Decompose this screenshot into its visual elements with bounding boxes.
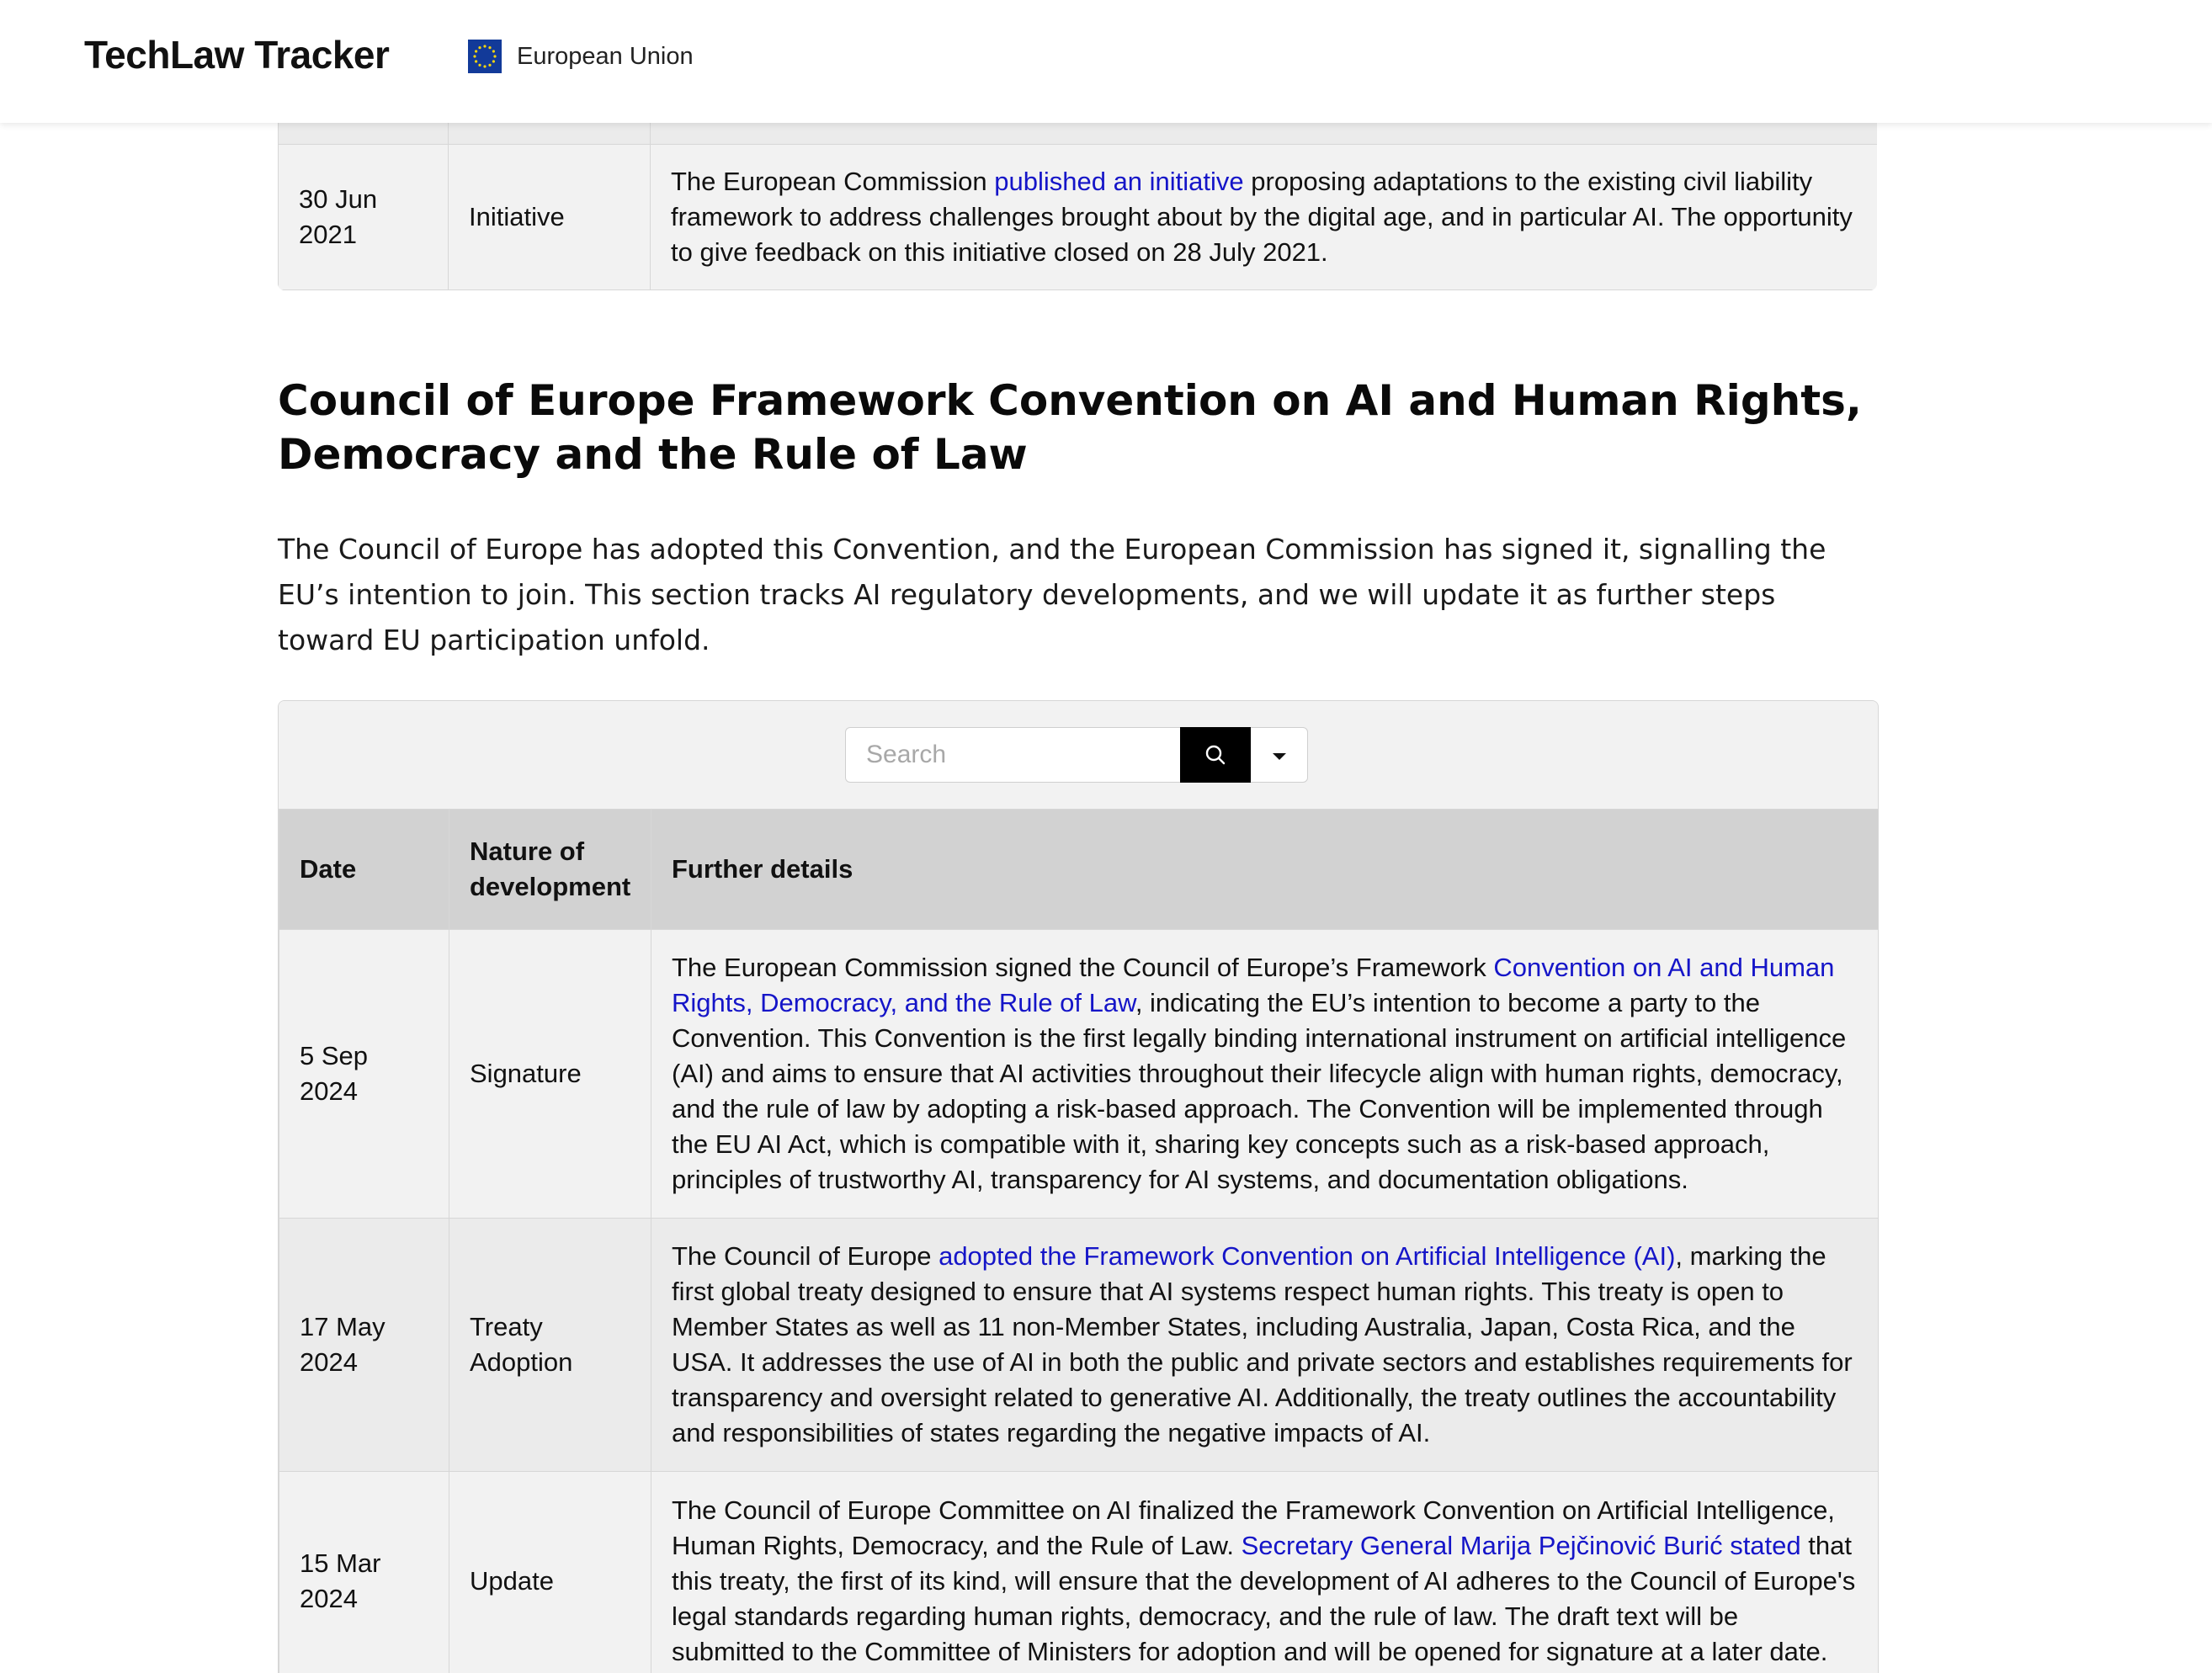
row-date: 15 Mar 2024 xyxy=(279,1472,449,1673)
header-nature[interactable]: Nature of development xyxy=(449,810,651,930)
row-details: The European Commission signed the Council of Europe’s Framework Convention on AI and Human Rights, Democracy, and the Rule of Law, indicating the EU’s intention to become a party to the Convention. This Convention is the first legally binding international instrument on artificial intelligence (AI) and aims to ensure that AI activities throughout their lifecycle align with human rights, democracy, and the rule of law by adopting a risk-based approach. The Convention will be implemented through the EU AI Act, which is compatible with it, sharing key concepts such as a risk-based approach, principles of trustworthy AI, transparency for AI systems, and documentation obligations. xyxy=(651,930,1879,1219)
search-options-dropdown[interactable] xyxy=(1251,727,1308,783)
table-row xyxy=(279,930,1879,1219)
row-nature: Signature xyxy=(449,930,651,1219)
row-date: 17 May 2024 xyxy=(279,1219,449,1472)
framework-adoption-link[interactable]: adopted the Framework Convention on Artificial Intelligence (AI) xyxy=(939,1241,1676,1271)
header-details[interactable]: Further details xyxy=(651,810,1879,930)
search-group xyxy=(845,727,1308,783)
row-details: The European Commission published an initiative proposing adaptations to the existing civil liability framework to address challenges brought about by the digital age, and in particular AI. The opportunity to give feedback on this initiative closed on 28 July 2021. xyxy=(651,145,1878,290)
convention-link[interactable]: Convention on AI and Human Rights, Democracy, and the Rule of Law xyxy=(672,953,1835,1017)
eu-flag-icon xyxy=(468,40,502,73)
header-date[interactable]: Date xyxy=(279,810,449,930)
table-row xyxy=(279,1472,1879,1673)
row-details: The Council of Europe Committee on AI finalized the Framework Convention on Artificial Intelligence, Human Rights, Democracy, and the Rule of Law. Secretary General Marija Pejčinović Burić stated that this treaty, the first of its kind, will ensure that the development of AI adheres to the Council of Europe's legal standards regarding human rights, democracy, and the rule of law. The draft text will be submitted to the Committee of Ministers for adoption and will be opened for signature at a later date. xyxy=(651,1472,1879,1673)
row-details: The Council of Europe adopted the Framework Convention on Artificial Intelligence (AI), marking the first global treaty designed to ensure that AI systems respect human rights. This treaty is open to Member States as well as 11 non-Member States, including Australia, Japan, Costa Rica, and the USA. It addresses the use of AI in both the public and private sectors and establishes requirements for transparency and oversight related to generative AI. Additionally, the treaty outlines the accountability and responsibilities of states regarding the negative impacts of AI. xyxy=(651,1219,1879,1472)
table-row xyxy=(279,145,1878,290)
section-intro: The Council of Europe has adopted this Convention, and the European Commission has signed it, signalling the EU’s intention to join. This section tracks AI regulatory developments, and we will update it as further steps toward EU participation unfold. xyxy=(278,533,1826,656)
search-button[interactable] xyxy=(1180,727,1251,783)
row-date: 5 Sep 2024 xyxy=(279,930,449,1219)
developments-table xyxy=(279,809,1879,1673)
row-nature: Initiative xyxy=(449,145,651,290)
developments-table-card xyxy=(278,700,1879,1673)
search-icon xyxy=(1204,743,1227,767)
site-header xyxy=(0,0,2212,123)
site-brand[interactable]: TechLaw Tracker xyxy=(84,33,390,77)
table-row xyxy=(279,1219,1879,1472)
region-selector[interactable] xyxy=(468,40,694,73)
region-label: European Union xyxy=(517,42,694,70)
row-nature: Update xyxy=(449,1472,651,1673)
published-initiative-link[interactable]: published an initiative xyxy=(994,167,1244,196)
section-title: Council of Europe Framework Convention on AI and Human Rights, Democracy and the Rule of Law xyxy=(278,376,1862,479)
table-toolbar xyxy=(279,701,1878,809)
secretary-general-link[interactable]: Secretary General Marija Pejčinović Burić stated xyxy=(1241,1531,1801,1560)
row-nature: Treaty Adoption xyxy=(449,1219,651,1472)
caret-down-icon xyxy=(1273,753,1286,760)
table-header-row xyxy=(279,810,1879,930)
search-input[interactable] xyxy=(845,727,1180,783)
row-date: 30 Jun 2021 xyxy=(279,145,449,290)
